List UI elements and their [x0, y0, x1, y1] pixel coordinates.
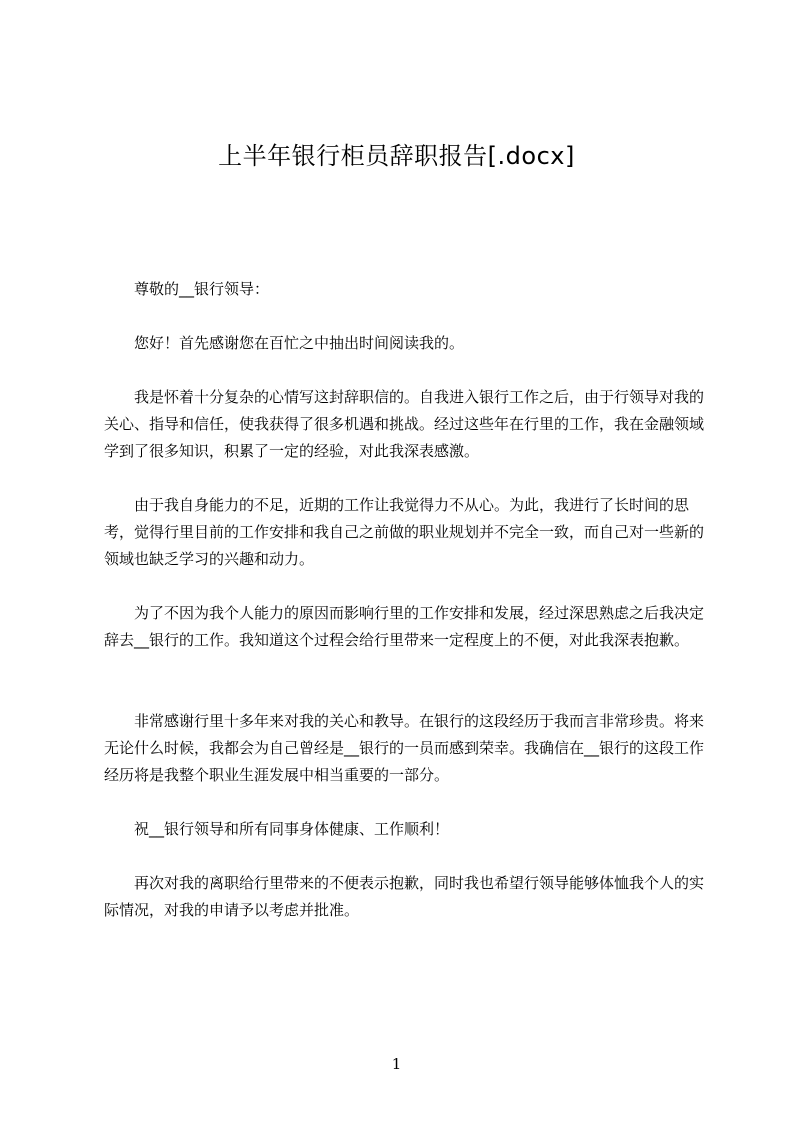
document-title: 上半年银行柜员辞职报告[.docx] [218, 142, 575, 170]
wishes-paragraph: 祝__银行领导和所有同事身体健康、工作顺利！ [134, 820, 450, 838]
body-paragraph: 由于我自身能力的不足，近期的工作让我觉得力不从心。为此，我进行了长时间的思考，觉得行里目前的工作安排和我自己之前做的职业规划并不完全一致，而自己对一些新的领域也缺乏学习的兴趣和动力。 [104, 496, 705, 568]
body-paragraph: 为了不因为我个人能力的原因而影响行里的工作安排和发展，经过深思熟虑之后我决定辞去__银行的工作。我知道这个过程会给行里带来一定程度上的不便，对此我深表抱歉。 [104, 604, 705, 649]
body-paragraph: 我是怀着十分复杂的心情写这封辞职信的。自我进入银行工作之后，由于行领导对我的关心、指导和信任，使我获得了很多机遇和挑战。经过这些年在行里的工作，我在金融领域学到了很多知识，积累了一定的经验，对此我深表感激。 [104, 388, 705, 460]
greeting-paragraph: 您好！首先感谢您在百忙之中抽出时间阅读我的。 [134, 334, 465, 352]
page-number: 1 [391, 1055, 402, 1073]
body-paragraph: 非常感谢行里十多年来对我的关心和教导。在银行的这段经历于我而言非常珍贵。将来无论什么时候，我都会为自己曾经是__银行的一员而感到荣幸。我确信在__银行的这段工作经历将是我整个职业生涯发展中相当重要的一部分。 [104, 712, 705, 784]
salutation: 尊敬的__银行领导： [134, 280, 270, 298]
closing-paragraph: 再次对我的离职给行里带来的不便表示抱歉，同时我也希望行领导能够体恤我个人的实际情况，对我的申请予以考虑并批准。 [104, 874, 705, 919]
